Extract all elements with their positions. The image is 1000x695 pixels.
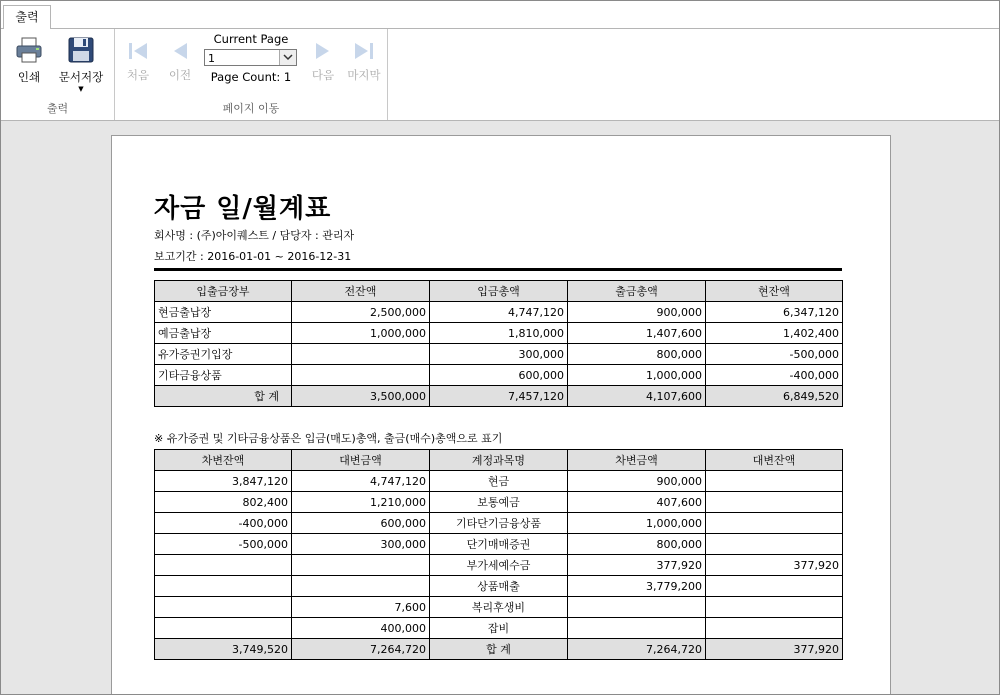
table-header-row xyxy=(155,281,843,302)
column-header: 입금총액 xyxy=(430,281,568,302)
column-header: 차변잔액 xyxy=(155,450,292,471)
output-group-label: 출력 xyxy=(46,102,69,115)
table-cell xyxy=(706,492,843,513)
table-cell: 1,000,000 xyxy=(568,513,706,534)
print-button[interactable] xyxy=(9,35,49,85)
table-cell: -400,000 xyxy=(706,365,843,386)
table-cell: 잡비 xyxy=(430,618,568,639)
table-cell: 유가증권기입장 xyxy=(155,344,292,365)
current-page-value: 1 xyxy=(208,52,215,65)
table-cell: 4,107,600 xyxy=(568,386,706,407)
table-cell xyxy=(706,471,843,492)
table-cell: 600,000 xyxy=(430,365,568,386)
table-cell: -400,000 xyxy=(155,513,292,534)
table-cell: 1,000,000 xyxy=(292,323,430,344)
table-row xyxy=(155,344,843,365)
last-page-label: 마지막 xyxy=(347,68,381,82)
table-cell xyxy=(292,365,430,386)
table-cell: 1,402,400 xyxy=(706,323,843,344)
table-cell: 기타단기금융상품 xyxy=(430,513,568,534)
page-navigation-group-label: 페이지 이동 xyxy=(222,102,280,115)
table-cell: 407,600 xyxy=(568,492,706,513)
report-page xyxy=(111,135,891,694)
ribbon-tabstrip xyxy=(1,1,999,29)
table-cell xyxy=(292,555,430,576)
column-header: 대변금액 xyxy=(292,450,430,471)
table-row xyxy=(155,302,843,323)
table-cell: 기타금융상품 xyxy=(155,365,292,386)
table-cell: 802,400 xyxy=(155,492,292,513)
column-header: 전잔액 xyxy=(292,281,430,302)
table-cell: -500,000 xyxy=(706,344,843,365)
table-cell: -500,000 xyxy=(155,534,292,555)
first-page-icon xyxy=(126,39,150,63)
table-cell xyxy=(706,513,843,534)
table-cell xyxy=(706,618,843,639)
print-label: 인쇄 xyxy=(17,70,41,84)
save-document-button[interactable] xyxy=(55,35,107,93)
table-cell xyxy=(568,618,706,639)
table-cell: 7,457,120 xyxy=(430,386,568,407)
next-page-button[interactable] xyxy=(306,39,340,83)
table-cell: 합 계 xyxy=(155,386,292,407)
ribbon xyxy=(1,29,999,121)
column-header: 현잔액 xyxy=(706,281,843,302)
table-cell: 6,849,520 xyxy=(706,386,843,407)
table-row xyxy=(155,555,843,576)
table-total-row xyxy=(155,639,843,660)
tab-output[interactable]: 출력 xyxy=(3,5,51,29)
table-cell: 4,747,120 xyxy=(292,471,430,492)
page-navigation-group xyxy=(115,29,388,120)
table-cell: 600,000 xyxy=(292,513,430,534)
table-cell xyxy=(155,618,292,639)
table-cell: 예금출납장 xyxy=(155,323,292,344)
table-cell: 부가세예수금 xyxy=(430,555,568,576)
table-cell: 7,264,720 xyxy=(292,639,430,660)
previous-page-label: 이전 xyxy=(168,68,192,82)
table-row xyxy=(155,618,843,639)
chevron-down-icon[interactable] xyxy=(279,50,296,65)
table-total-row xyxy=(155,386,843,407)
table-cell xyxy=(155,576,292,597)
table-cell: 1,810,000 xyxy=(430,323,568,344)
first-page-button[interactable] xyxy=(121,39,155,83)
table-row xyxy=(155,323,843,344)
ledger-summary-table xyxy=(154,280,843,407)
current-page-label: Current Page xyxy=(213,32,289,46)
table-cell xyxy=(706,597,843,618)
column-header: 계정과목명 xyxy=(430,450,568,471)
table-row xyxy=(155,365,843,386)
table-cell xyxy=(706,534,843,555)
table-header-row xyxy=(155,450,843,471)
table-cell: 800,000 xyxy=(568,344,706,365)
table-cell: 7,264,720 xyxy=(568,639,706,660)
table-cell: 현금출납장 xyxy=(155,302,292,323)
column-header: 출금총액 xyxy=(568,281,706,302)
table-cell xyxy=(292,576,430,597)
table-cell: 1,210,000 xyxy=(292,492,430,513)
save-document-label: 문서저장 xyxy=(58,70,104,84)
table-cell: 800,000 xyxy=(568,534,706,555)
table-cell: 2,500,000 xyxy=(292,302,430,323)
table-cell: 900,000 xyxy=(568,302,706,323)
table-cell: 6,347,120 xyxy=(706,302,843,323)
table-cell: 3,749,520 xyxy=(155,639,292,660)
next-page-label: 다음 xyxy=(311,68,335,82)
table-cell: 400,000 xyxy=(292,618,430,639)
next-page-icon xyxy=(311,39,335,63)
table-cell: 보통예금 xyxy=(430,492,568,513)
dropdown-arrow-icon: ▼ xyxy=(78,85,84,93)
table-cell: 현금 xyxy=(430,471,568,492)
table-cell: 단기매매증권 xyxy=(430,534,568,555)
table-cell xyxy=(568,597,706,618)
table-cell: 합 계 xyxy=(430,639,568,660)
table-row xyxy=(155,471,843,492)
table-cell: 3,500,000 xyxy=(292,386,430,407)
previous-page-button[interactable] xyxy=(163,39,197,83)
securities-note: ※ 유가증권 및 기타금융상품은 입금(매도)총액, 출금(매수)총액으로 표기 xyxy=(154,432,503,445)
table-cell xyxy=(706,576,843,597)
current-page-select[interactable] xyxy=(204,49,297,66)
table-cell: 377,920 xyxy=(706,639,843,660)
table-cell: 300,000 xyxy=(292,534,430,555)
printer-icon xyxy=(14,35,44,65)
page-count-label: Page Count: 1 xyxy=(210,70,292,84)
company-line: 회사명 : (주)아이퀘스트 / 담당자 : 관리자 xyxy=(154,229,355,242)
table-row xyxy=(155,513,843,534)
table-row xyxy=(155,576,843,597)
output-group xyxy=(1,29,115,120)
floppy-disk-icon xyxy=(66,35,96,65)
previous-page-icon xyxy=(168,39,192,63)
table-row xyxy=(155,597,843,618)
period-line: 보고기간 : 2016-01-01 ~ 2016-12-31 xyxy=(154,250,352,263)
title-divider xyxy=(154,268,842,271)
table-cell xyxy=(155,597,292,618)
table-row xyxy=(155,534,843,555)
table-cell: 900,000 xyxy=(568,471,706,492)
column-header: 차변금액 xyxy=(568,450,706,471)
table-cell: 377,920 xyxy=(706,555,843,576)
table-cell: 4,747,120 xyxy=(430,302,568,323)
table-cell: 377,920 xyxy=(568,555,706,576)
account-detail-table xyxy=(154,449,843,660)
table-cell: 1,407,600 xyxy=(568,323,706,344)
table-cell: 1,000,000 xyxy=(568,365,706,386)
table-cell xyxy=(292,344,430,365)
table-cell: 3,847,120 xyxy=(155,471,292,492)
last-page-button[interactable] xyxy=(344,39,384,83)
table-cell xyxy=(155,555,292,576)
table-cell: 3,779,200 xyxy=(568,576,706,597)
table-cell: 상품매출 xyxy=(430,576,568,597)
report-title: 자금 일/월계표 xyxy=(154,194,332,224)
table-cell: 300,000 xyxy=(430,344,568,365)
table-cell: 복리후생비 xyxy=(430,597,568,618)
first-page-label: 처음 xyxy=(126,68,150,82)
column-header: 대변잔액 xyxy=(706,450,843,471)
last-page-icon xyxy=(352,39,376,63)
report-preview-area[interactable] xyxy=(1,121,999,694)
table-cell: 7,600 xyxy=(292,597,430,618)
table-row xyxy=(155,492,843,513)
column-header: 입출금장부 xyxy=(155,281,292,302)
